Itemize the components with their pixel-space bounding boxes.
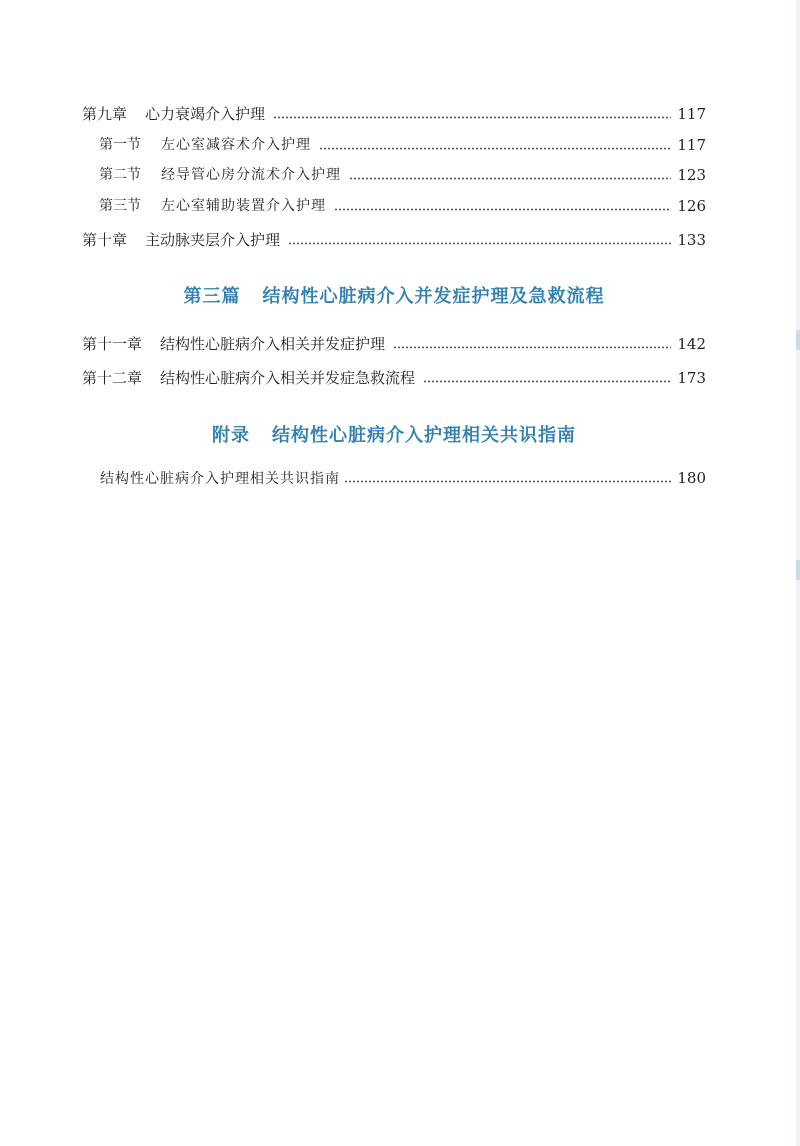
appendix-entry-title: 结构性心脏病介入护理相关共识指南 (100, 471, 340, 487)
appendix-title: 结构性心脏病介入护理相关共识指南 (272, 425, 576, 446)
page-number: 142 (677, 335, 706, 353)
dot-leader (344, 480, 671, 483)
section-label: 第一节 (99, 137, 141, 153)
toc-chapter-9[interactable] (82, 103, 706, 125)
dot-leader (393, 346, 671, 349)
chapter-label: 第十章 (82, 231, 128, 249)
appendix-heading (82, 421, 706, 447)
section-title: 经导管心房分流术介入护理 (161, 167, 341, 183)
section-title: 左心室辅助装置介入护理 (161, 198, 326, 214)
toc-chapter-11[interactable] (82, 333, 706, 355)
toc-appendix-entry[interactable] (100, 467, 706, 489)
page-number: 173 (677, 369, 706, 387)
dot-leader (319, 147, 671, 150)
chapter-title: 结构性心脏病介入相关并发症急救流程 (160, 369, 416, 387)
chapter-label: 第十一章 (82, 335, 143, 353)
dot-leader (349, 177, 671, 180)
page-number: 180 (677, 469, 706, 487)
dot-leader (423, 380, 671, 383)
chapter-title: 主动脉夹层介入护理 (145, 231, 281, 249)
page-edge-tab (796, 560, 800, 580)
page-number: 126 (677, 197, 706, 215)
toc-chapter-10[interactable] (82, 229, 706, 251)
toc-section-1[interactable] (99, 134, 706, 156)
chapter-title: 结构性心脏病介入相关并发症护理 (160, 335, 386, 353)
chapter-label: 第九章 (82, 105, 128, 123)
appendix-label: 附录 (212, 425, 250, 446)
dot-leader (334, 208, 671, 211)
toc-chapter-12[interactable] (82, 367, 706, 389)
section-label: 第三节 (99, 198, 141, 214)
page-number: 133 (677, 231, 706, 249)
chapter-title: 心力衰竭介入护理 (145, 105, 266, 123)
part-3-heading (82, 282, 706, 308)
page-edge-tab (796, 330, 800, 350)
part-label: 第三篇 (183, 286, 241, 307)
page-number: 117 (677, 136, 706, 154)
toc-section-3[interactable] (99, 195, 706, 217)
chapter-label: 第十二章 (82, 369, 143, 387)
dot-leader (273, 116, 671, 119)
page-number: 117 (677, 105, 706, 123)
dot-leader (288, 242, 671, 245)
page-number: 123 (677, 166, 706, 184)
section-title: 左心室减容术介入护理 (161, 137, 311, 153)
part-title: 结构性心脏病介入并发症护理及急救流程 (262, 286, 605, 307)
toc-section-2[interactable] (99, 164, 706, 186)
section-label: 第二节 (99, 167, 141, 183)
